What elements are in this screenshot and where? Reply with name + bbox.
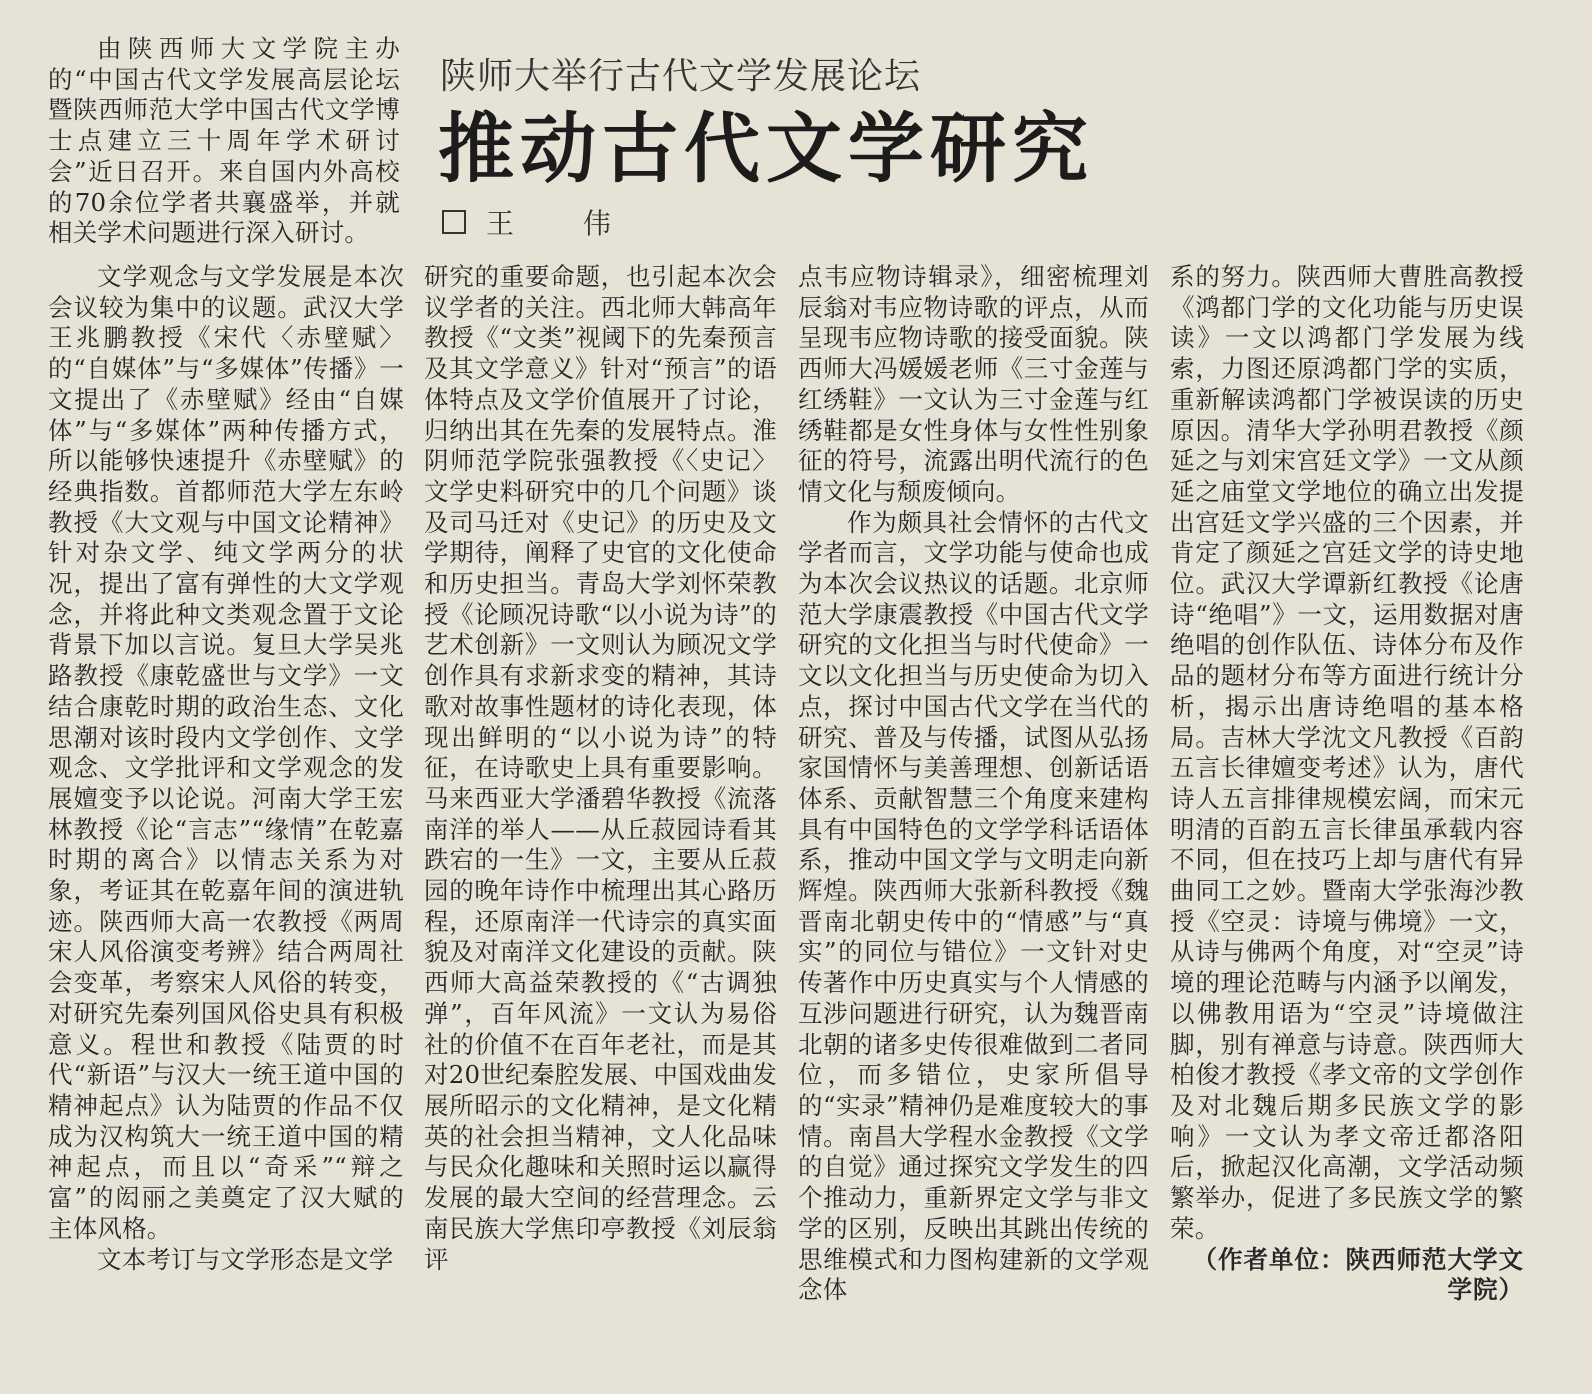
byline (442, 204, 641, 240)
text-column-1 (48, 262, 404, 1275)
paragraph: 点韦应物诗辑录》，细密梳理刘辰翁对韦应物诗歌的评点，从而呈现韦应物诗歌的接受面貌。陕西师大冯媛媛老师《三寸金莲与红绣鞋》一文认为三寸金莲与红绣鞋都是女性身体与女性性别象征的符号，流露出明代流行的色情文化与颓废倾向。 (798, 262, 1149, 506)
paragraph: 作为颇具社会情怀的古代文学者而言，文学功能与使命也成为本次会议热议的话题。北京师范大学康震教授《中国古代文学研究的文化担当与时代使命》一文以文化担当与历史使命为切入点，探讨中国古代文学在当代的研究、普及与传播，试图从弘扬家国情怀与美善理想、创新话语体系、贡献智慧三个角度来建构具有中国特色的文学学科话语体系，推动中国文学与文明走向新辉煌。陕西师大张新科教授《魏晋南北朝史传中的“情感”与“真实”的同位与错位》一文针对史传著作中历史真实与个人情感的互涉问题进行研究，认为魏晋南北朝的诸多史传很难做到二者同位，而多错位，史家所倡导的“实录”精神仍是难度较大的事情。南昌大学程水金教授《文学的自觉》通过探究文学发生的四个推动力，重新界定文学与非文学的区别，反映出其跳出传统的思维模式和力图构建新的文学观念体 (798, 507, 1149, 1305)
byline-box-icon (442, 210, 466, 234)
paragraph: 文本考订与文学形态是文学 (97, 1244, 394, 1274)
author-affiliation: （作者单位：陕西师范大学文学院） (1192, 1244, 1524, 1305)
paragraph: 研究的重要命题，也引起本次会议学者的关注。西北师大韩高年教授《“文类”视阈下的先秦预言及其文学意义》针对“预言”的语体特点及文学价值展开了讨论，归纳出其在先秦的发展特点。淮阴师范学院张强教授《〈史记〉文学史料研究中的几个问题》谈及司马迁对《史记》的历史及文学期待，阐释了史官的文化使命和历史担当。青岛大学刘怀荣教授《论顾况诗歌“以小说为诗”的艺术创新》一文则认为顾况文学创作具有求新求变的精神，其诗歌对故事性题材的诗化表现，体现出鲜明的“以小说为诗”的特征，在诗歌史上具有重要影响。马来西亚大学潘碧华教授《流落南洋的举人——从丘菽园诗看其跌宕的一生》一文，主要从丘菽园的晚年诗作中梳理出其心路历程，还原南洋一代诗宗的真实面貌及对南洋文化建设的贡献。陕西师大高益荣教授的《“古调独弹”，百年风流》一文认为易俗社的价值不在百年老社，而是其对20世纪秦腔发展、中国戏曲发展所昭示的文化精神，是文化精英的社会担当精神，文人化品味与民众化趣味和关照时运以赢得发展的最大空间的经营理念。云南民族大学焦印亭教授《刘辰翁评 (424, 262, 777, 1274)
text-column-4 (1170, 262, 1524, 1306)
lead-paragraph (48, 34, 400, 249)
lead-text: 由陕西师大文学院主办的“中国古代文学发展高层论坛暨陕西师范大学中国古代文学博士点建立三十周年学术研讨会”近日召开。来自国内外高校的70余位学者共襄盛举，并就相关学术问题进行深入研讨。 (48, 34, 400, 248)
paragraph: 系的努力。陕西师大曹胜高教授《鸿都门学的文化功能与历史误读》一文以鸿都门学发展为线索，力图还原鸿都门学的实质，重新解读鸿都门学被误读的历史原因。清华大学孙明君教授《颜延之与刘宋宫廷文学》一文从颜延之庙堂文学地位的确立出发提出宫廷文学兴盛的三个因素，并肯定了颜延之宫廷文学的诗史地位。武汉大学谭新红教授《论唐诗“绝唱”》一文，运用数据对唐绝唱的创作队伍、诗体分布及作品的题材分布等方面进行统计分析，揭示出唐诗绝唱的基本格局。吉林大学沈文凡教授《百韵五言长律嬗变考述》认为，唐代诗人五言排律规模宏阔，而宋元明清的百韵五言长律虽承载内容不同，但在技巧上却与唐代有异曲同工之妙。暨南大学张海沙教授《空灵：诗境与佛境》一文，从诗与佛两个角度，对“空灵”诗境的理论范畴与内涵予以阐发，以佛教用语为“空灵”诗境做注脚，别有禅意与诗意。陕西师大柏俊才教授《孝文帝的文学创作及对北魏后期多民族文学的影响》一文认为孝文帝迁都洛阳后，掀起汉化高潮，文学活动频繁举办，促进了多民族文学的繁荣。 (1170, 262, 1524, 1243)
text-column-3 (798, 262, 1149, 1306)
article-subtitle: 陕师大举行古代文学发展论坛 (440, 56, 922, 97)
text-column-2 (424, 262, 777, 1275)
article-title: 推动古代文学研究 (438, 104, 1094, 193)
author-name: 王 伟 (486, 207, 641, 240)
paragraph: 文学观念与文学发展是本次会议较为集中的议题。武汉大学王兆鹏教授《宋代〈赤壁赋〉的“自媒体”与“多媒体”传播》一文提出了《赤壁赋》经由“自媒体”与“多媒体”两种传播方式，所以能够快速提升《赤壁赋》的经典指数。首都师范大学左东岭教授《大文观与中国文论精神》针对杂文学、纯文学两分的状况，提出了富有弹性的大文学观念，并将此种文类观念置于文论背景下加以言说。复旦大学吴兆路教授《康乾盛世与文学》一文结合康乾时期的政治生态、文化思潮对该时段内文学创作、文学观念、文学批评和文学观念的发展嬗变予以论说。河南大学王宏林教授《论“言志”“缘情”在乾嘉时期的离合》以情志关系为对象，考证其在乾嘉年间的演进轨迹。陕西师大高一农教授《两周宋人风俗演变考辨》结合两周社会变革，考察宋人风俗的转变，对研究先秦列国风俗史具有积极意义。程世和教授《陆贾的时代“新语”与汉大一统王道中国的精神起点》认为陆贾的作品不仅成为汉构筑大一统王道中国的精神起点，而且以“奇采”“辩之富”的闳丽之美奠定了汉大赋的主体风格。 (48, 262, 404, 1243)
